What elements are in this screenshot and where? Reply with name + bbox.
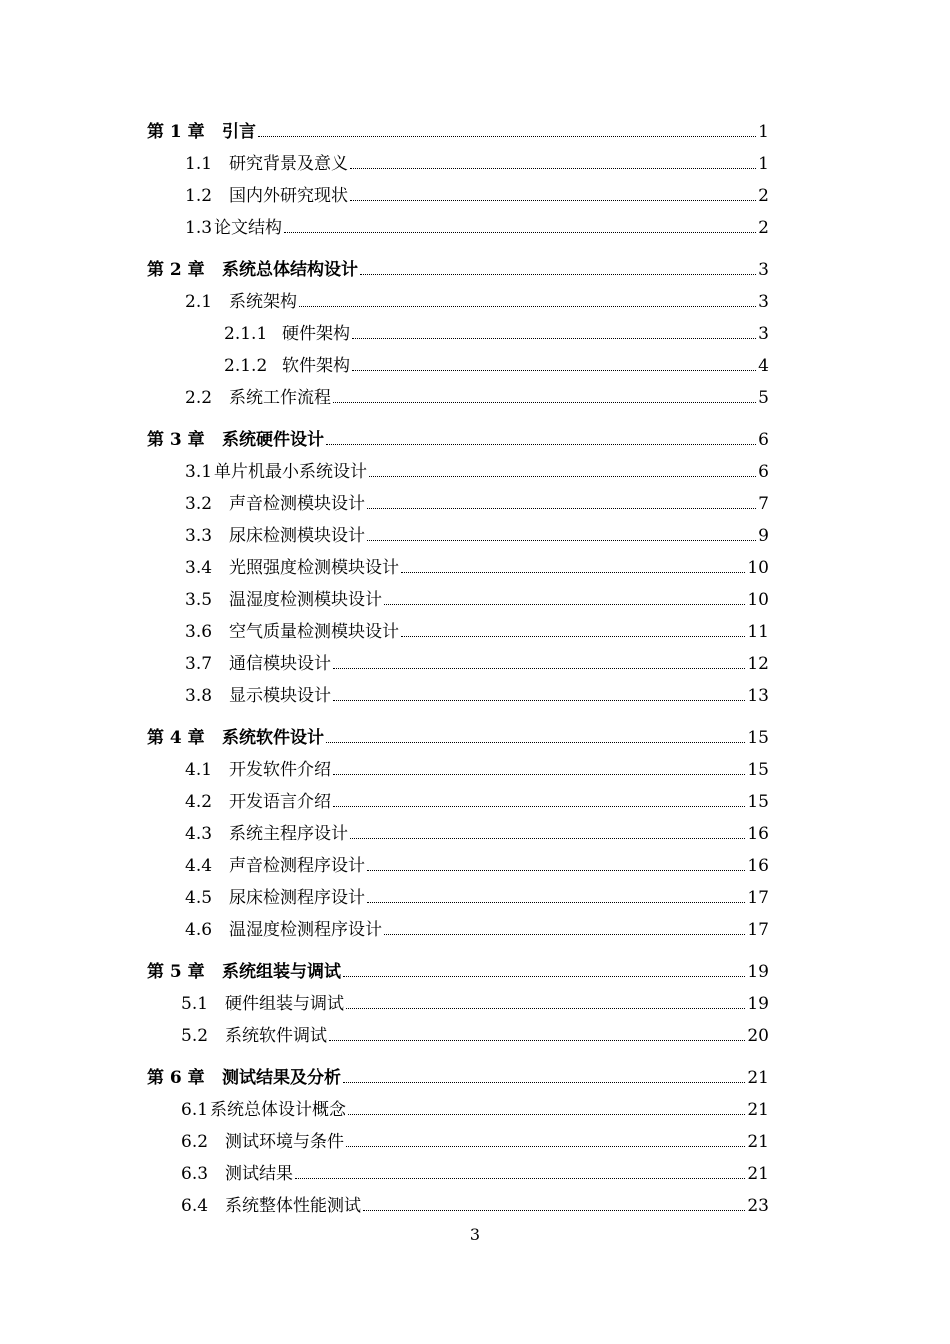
toc-entry-number: 2.1 [185,292,213,312]
toc-dot-leader [367,539,756,541]
toc-dot-leader [348,1113,745,1115]
toc-section-entry[interactable] [224,322,769,346]
toc-section-entry[interactable] [185,758,769,782]
toc-entry-page: 23 [747,1196,769,1216]
toc-section-entry[interactable] [185,152,769,176]
toc-entry-page: 15 [747,728,769,748]
toc-entry-title: 论文结构 [214,218,283,238]
toc-entry-page: 10 [747,558,769,578]
toc-dot-leader [360,273,756,275]
toc-dot-leader [326,741,745,743]
toc-entry-page: 16 [747,856,769,876]
toc-entry-page: 11 [747,622,769,642]
toc-entry-number: 1.3 [185,218,213,238]
toc-entry-number: 1.2 [185,186,213,206]
toc-dot-leader [333,667,745,669]
toc-dot-leader [326,443,756,445]
toc-section-entry[interactable] [185,184,769,208]
toc-entry-title: 温湿度检测模块设计 [229,590,382,610]
toc-dot-leader [350,199,756,201]
toc-entry-number: 5.2 [181,1026,209,1046]
toc-entry-number: 4.3 [185,824,213,844]
toc-entry-page: 13 [747,686,769,706]
toc-entry-title: 声音检测程序设计 [229,856,365,876]
toc-dot-leader [350,167,756,169]
toc-entry-number: 3.6 [185,622,213,642]
toc-entry-title: 温湿度检测程序设计 [229,920,382,940]
toc-entry-number: 6.2 [181,1132,209,1152]
toc-entry-page: 15 [747,760,769,780]
toc-section-entry[interactable] [185,290,769,314]
toc-chapter-entry[interactable] [147,726,769,750]
toc-entry-number: 1.1 [185,154,213,174]
toc-entry-number: 2.1.2 [224,356,268,376]
toc-entry-title: 硬件架构 [282,324,350,344]
toc-section-entry[interactable] [181,1024,769,1048]
toc-entry-number: 第 5 章 [147,962,205,982]
toc-entry-number: 6.4 [181,1196,209,1216]
toc-dot-leader [401,635,745,637]
toc-dot-leader [343,1081,745,1083]
toc-section-entry[interactable] [181,992,769,1016]
toc-entry-title: 光照强度检测模块设计 [229,558,399,578]
toc-dot-leader [369,475,756,477]
toc-dot-leader [367,869,745,871]
toc-entry-number: 第 2 章 [147,260,205,280]
toc-dot-leader [367,901,745,903]
toc-entry-page: 17 [747,888,769,908]
toc-entry-number: 4.2 [185,792,213,812]
toc-entry-page: 1 [758,154,769,174]
toc-entry-number: 3.2 [185,494,213,514]
toc-entry-page: 21 [747,1132,769,1152]
toc-entry-page: 3 [758,292,769,312]
toc-entry-number: 3.4 [185,558,213,578]
toc-dot-leader [352,337,756,339]
toc-dot-leader [346,1145,745,1147]
toc-dot-leader [352,369,756,371]
toc-entry-title: 测试结果及分析 [222,1068,341,1088]
toc-section-entry[interactable] [181,1162,769,1186]
toc-chapter-entry[interactable] [147,428,769,452]
toc-entry-number: 4.1 [185,760,213,780]
toc-section-entry[interactable] [181,1098,769,1122]
toc-dot-leader [333,805,745,807]
toc-section-entry[interactable] [185,854,769,878]
toc-entry-page: 3 [758,324,769,344]
toc-section-entry[interactable] [181,1130,769,1154]
toc-section-entry[interactable] [181,1194,769,1218]
toc-dot-leader [333,401,756,403]
toc-entry-page: 10 [747,590,769,610]
toc-entry-number: 第 4 章 [147,728,205,748]
toc-entry-title: 空气质量检测模块设计 [229,622,399,642]
toc-chapter-entry[interactable] [147,258,769,282]
toc-entry-number: 第 1 章 [147,122,205,142]
toc-entry-number: 3.1 [185,462,213,482]
toc-section-entry[interactable] [185,524,769,548]
toc-chapter-entry[interactable] [147,120,769,144]
toc-entry-page: 19 [747,994,769,1014]
toc-entry-title: 声音检测模块设计 [229,494,365,514]
toc-section-entry[interactable] [224,354,769,378]
toc-dot-leader [401,571,745,573]
toc-entry-page: 17 [747,920,769,940]
toc-entry-number: 3.5 [185,590,213,610]
toc-section-entry[interactable] [185,216,769,240]
toc-entry-title: 软件架构 [282,356,350,376]
toc-section-entry[interactable] [185,822,769,846]
toc-entry-title: 系统主程序设计 [229,824,348,844]
toc-entry-page: 1 [758,122,769,142]
toc-dot-leader [346,1007,745,1009]
page-number: 3 [469,1225,481,1244]
toc-entry-title: 测试结果 [225,1164,293,1184]
toc-chapter-entry[interactable] [147,960,769,984]
toc-entry-number: 6.1 [181,1100,209,1120]
toc-entry-number: 4.4 [185,856,213,876]
toc-dot-leader [343,975,745,977]
toc-entry-number: 2.1.1 [224,324,268,344]
toc-dot-leader [333,773,745,775]
toc-entry-page: 2 [758,186,769,206]
toc-entry-number: 5.1 [181,994,209,1014]
toc-dot-leader [350,837,745,839]
toc-dot-leader [363,1209,745,1211]
toc-entry-page: 21 [747,1068,769,1088]
toc-entry-page: 19 [747,962,769,982]
toc-dot-leader [367,507,756,509]
toc-entry-title: 通信模块设计 [229,654,331,674]
toc-entry-title: 系统硬件设计 [222,430,324,450]
toc-dot-leader [295,1177,745,1179]
toc-entry-page: 15 [747,792,769,812]
toc-entry-title: 系统组装与调试 [222,962,341,982]
toc-entry-number: 4.6 [185,920,213,940]
toc-section-entry[interactable] [185,918,769,942]
toc-dot-leader [384,933,745,935]
toc-section-entry[interactable] [185,620,769,644]
toc-entry-number: 3.7 [185,654,213,674]
toc-entry-title: 系统工作流程 [229,388,331,408]
toc-section-entry[interactable] [185,460,769,484]
toc-section-entry[interactable] [185,492,769,516]
toc-entry-title: 引言 [222,122,256,142]
toc-entry-title: 测试环境与条件 [225,1132,344,1152]
toc-entry-page: 21 [747,1100,769,1120]
toc-entry-title: 系统整体性能测试 [225,1196,361,1216]
toc-entry-number: 4.5 [185,888,213,908]
toc-section-entry[interactable] [185,556,769,580]
toc-section-entry[interactable] [185,588,769,612]
toc-entry-page: 7 [758,494,769,514]
toc-dot-leader [258,135,756,137]
toc-entry-number: 2.2 [185,388,213,408]
toc-entry-title: 系统总体设计概念 [210,1100,347,1120]
toc-section-entry[interactable] [185,790,769,814]
toc-entry-number: 第 3 章 [147,430,205,450]
toc-entry-page: 12 [747,654,769,674]
toc-entry-number: 6.3 [181,1164,209,1184]
toc-entry-number: 3.8 [185,686,213,706]
toc-entry-title: 系统总体结构设计 [222,260,358,280]
toc-dot-leader [384,603,745,605]
toc-entry-title: 尿床检测模块设计 [229,526,365,546]
toc-dot-leader [284,231,756,233]
toc-entry-title: 单片机最小系统设计 [214,462,368,482]
toc-section-entry[interactable] [185,886,769,910]
toc-entry-title: 国内外研究现状 [229,186,348,206]
toc-dot-leader [299,305,756,307]
toc-section-entry[interactable] [185,684,769,708]
toc-entry-page: 4 [758,356,769,376]
toc-entry-page: 6 [758,462,769,482]
toc-dot-leader [329,1039,745,1041]
toc-entry-number: 3.3 [185,526,213,546]
toc-entry-page: 6 [758,430,769,450]
toc-chapter-entry[interactable] [147,1066,769,1090]
toc-entry-title: 尿床检测程序设计 [229,888,365,908]
toc-entry-page: 16 [747,824,769,844]
toc-entry-title: 硬件组装与调试 [225,994,344,1014]
toc-entry-page: 3 [758,260,769,280]
toc-entry-title: 研究背景及意义 [229,154,348,174]
toc-entry-title: 系统软件调试 [225,1026,327,1046]
toc-entry-page: 20 [747,1026,769,1046]
toc-entry-title: 系统架构 [229,292,297,312]
toc-entry-page: 21 [747,1164,769,1184]
toc-dot-leader [333,699,745,701]
toc-entry-page: 9 [758,526,769,546]
toc-entry-page: 2 [758,218,769,238]
toc-entry-page: 5 [758,388,769,408]
toc-entry-title: 显示模块设计 [229,686,331,706]
toc-entry-title: 系统软件设计 [222,728,324,748]
toc-section-entry[interactable] [185,652,769,676]
toc-entry-number: 第 6 章 [147,1068,205,1088]
toc-section-entry[interactable] [185,386,769,410]
toc-entry-title: 开发软件介绍 [229,760,331,780]
toc-entry-title: 开发语言介绍 [229,792,331,812]
